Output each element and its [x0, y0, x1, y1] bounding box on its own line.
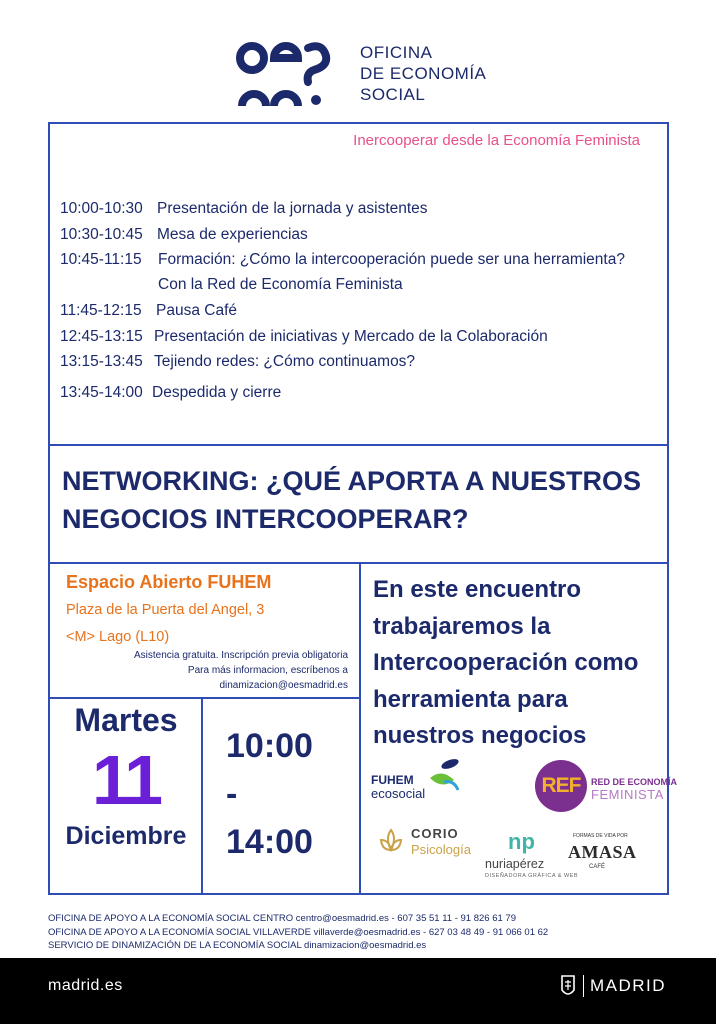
- agenda-time: 10:45-11:15: [60, 251, 142, 268]
- contact-line: [48, 926, 548, 940]
- agenda-time: 13:15-13:45: [60, 353, 143, 370]
- time-start: 10:00: [226, 727, 313, 765]
- venue-note: [88, 648, 348, 693]
- corio-name: CORIO: [411, 826, 459, 841]
- logo-wordmark: [360, 42, 486, 105]
- agenda-desc: Mesa de experiencias: [157, 226, 308, 243]
- logo-line-3: SOCIAL: [360, 85, 426, 104]
- agenda-desc: Despedida y cierre: [152, 384, 282, 401]
- ref-logo-letters: REF: [541, 774, 581, 797]
- contact-line: [48, 939, 548, 953]
- agenda-desc: Formación: ¿Cómo la intercooperación puede ser una herramienta?: [158, 251, 625, 268]
- description-line: Intercooperación como: [373, 649, 639, 676]
- agenda-time: 10:30-10:45: [60, 226, 143, 243]
- date-month: Diciembre: [65, 822, 187, 850]
- divider-venue: [48, 697, 361, 699]
- corio-lotus-icon: [378, 826, 404, 856]
- oes-logo-mark: [236, 40, 336, 108]
- fuhem-logo: [371, 774, 425, 800]
- contact-label: SERVICIO DE DINAMIZACIÓN DE LA ECONOMÍA SOCIAL: [48, 940, 302, 951]
- nuria-perez-icon: np: [508, 829, 535, 854]
- time-dash: -: [226, 775, 238, 813]
- agenda-desc: Presentación de la jornada y asistentes: [157, 200, 428, 217]
- event-description: [373, 572, 663, 755]
- venue-note-line: Para más informacion, escríbenos a: [187, 665, 348, 676]
- amasa-name: AMASA: [568, 842, 637, 862]
- contact-info: centro@oesmadrid.es - 607 35 51 11 - 91 826 61 79: [295, 913, 516, 924]
- description-line: En este encuentro: [373, 576, 582, 603]
- contact-info: villaverde@oesmadrid.es - 627 03 48 49 - 91 066 01 62: [313, 926, 549, 938]
- divider-vertical-main: [359, 562, 361, 895]
- agenda-time: 12:45-13:15: [60, 328, 143, 345]
- ref-label-2: FEMINISTA: [591, 787, 664, 802]
- venue-address: Plaza de la Puerta del Angel, 3: [66, 602, 265, 618]
- venue-note-line: Asistencia gratuita. Inscripción previa obligatoria: [134, 650, 348, 661]
- contact-label: OFICINA DE APOYO A LA ECONOMÍA SOCIAL VILLAVERDE: [48, 926, 311, 938]
- footer-separator: [583, 975, 584, 997]
- nuria-perez-name: nuriapérez: [485, 857, 545, 871]
- fuhem-leaf-icon: [426, 758, 462, 792]
- amasa-tagline: FORMAS DE VIDA POR: [573, 833, 628, 839]
- contact-label: OFICINA DE APOYO A LA ECONOMÍA SOCIAL CENTRO: [48, 913, 294, 924]
- agenda-desc: Presentación de iniciativas y Mercado de la Colaboración: [154, 328, 548, 345]
- amasa-cafe: CAFÉ: [589, 864, 606, 870]
- date-weekday: Martes: [74, 702, 178, 738]
- event-subtitle: Inercooperar desde la Economía Feminista: [353, 132, 640, 149]
- contact-line: [48, 912, 548, 926]
- fuhem-sub: ecosocial: [371, 786, 426, 801]
- fuhem-name: FUHEM: [371, 773, 414, 787]
- headline-line-1: NETWORKING: ¿QUÉ APORTA A NUESTROS: [62, 466, 641, 496]
- agenda-desc: Tejiendo redes: ¿Cómo continuamos?: [154, 353, 416, 370]
- venue-name: Espacio Abierto FUHEM: [66, 572, 272, 592]
- time-end: 14:00: [226, 823, 313, 861]
- agenda-time: 13:45-14:00: [60, 384, 143, 401]
- logo-line-1: OFICINA: [360, 43, 433, 62]
- event-time: [226, 722, 313, 866]
- agenda-time: 11:45-12:15: [60, 302, 142, 319]
- agenda-time: 10:00-10:30: [60, 200, 143, 217]
- contact-list: [48, 912, 548, 953]
- divider-agenda: [48, 444, 669, 446]
- description-line: trabajaremos la: [373, 612, 551, 640]
- ref-label: RED DE ECONOMÍA: [591, 777, 678, 787]
- description-line: herramienta para: [373, 685, 568, 713]
- footer-site: madrid.es: [48, 977, 123, 994]
- logo-line-2: DE ECONOMÍA: [360, 64, 487, 83]
- agenda-desc: Con la Red de Economía Feminista: [158, 276, 403, 293]
- footer-city: MADRID: [590, 976, 667, 995]
- headline-line-2: NEGOCIOS INTERCOOPERAR?: [62, 504, 469, 534]
- corio-sub: Psicología: [411, 842, 471, 857]
- event-headline: [62, 462, 662, 538]
- madrid-crest-icon: [560, 974, 576, 998]
- description-line: nuestros negocios: [373, 722, 587, 749]
- venue-note-email: dinamizacion@oesmadrid.es: [219, 680, 348, 691]
- nuria-perez-sub: DISEÑADORA GRÁFICA & WEB: [485, 873, 578, 879]
- date-day-number: 11: [92, 741, 160, 819]
- contact-info: dinamizacion@oesmadrid.es: [304, 940, 427, 951]
- agenda-desc: Pausa Café: [156, 302, 237, 319]
- venue-metro: <M> Lago (L10): [66, 629, 170, 645]
